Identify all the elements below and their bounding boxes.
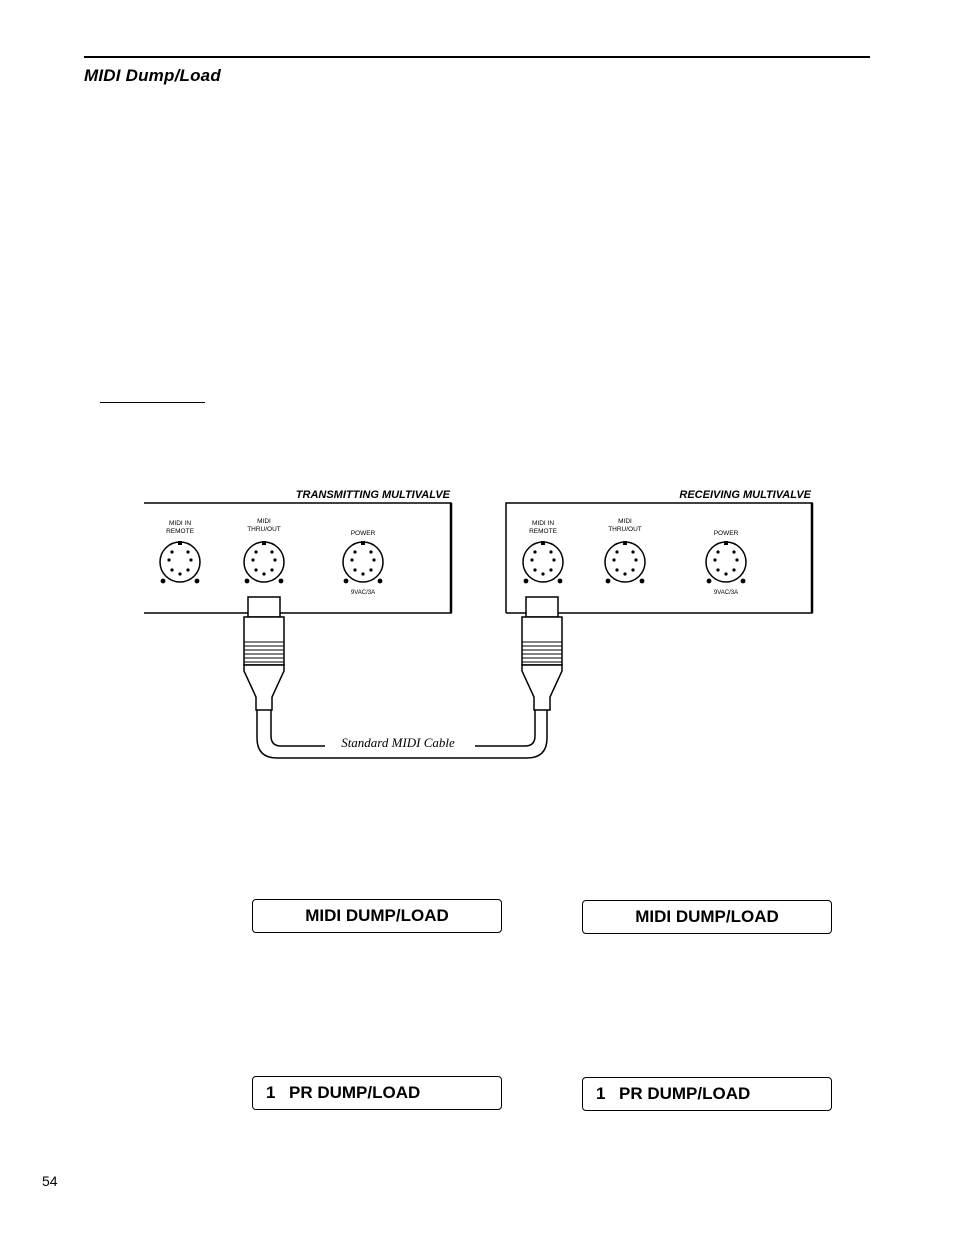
tx-menu-display: MIDI DUMP/LOAD [252, 899, 502, 933]
tx-power-jack [343, 541, 383, 583]
receiving-unit [506, 489, 812, 710]
rx-midi-plug [522, 597, 562, 710]
transmitting-label: TRANSMITTING MULTIVALVE [295, 489, 450, 501]
rx-midi-in-jack [523, 541, 563, 583]
rx-power-jack [706, 541, 746, 583]
tx-midi-in-jack [160, 541, 200, 583]
rx-midi-in-label-1: MIDI IN [531, 520, 555, 527]
tx-midi-in-label-1: MIDI IN [168, 520, 192, 527]
rx-menu-display: MIDI DUMP/LOAD [582, 900, 832, 934]
receiving-label: RECEIVING MULTIVALVE [679, 489, 811, 501]
tx-power-label: POWER [350, 530, 376, 537]
rx-power-label: POWER [713, 530, 739, 537]
tx-midi-thru-label-2: THRU/OUT [247, 526, 281, 533]
rx-item-label: PR DUMP/LOAD [619, 1084, 751, 1103]
rx-power-rating: 9VAC/3A [713, 590, 739, 596]
page-number: 54 [42, 1173, 58, 1189]
rx-item-number: 1 [596, 1084, 606, 1103]
midi-cable [257, 710, 547, 758]
tx-item-number: 1 [266, 1083, 276, 1102]
section-title: MIDI Dump/Load [84, 66, 221, 85]
rx-midi-thru-jack [605, 541, 645, 583]
tx-item-display [252, 1076, 502, 1110]
cable-label: Standard MIDI Cable [341, 735, 455, 750]
rx-midi-thru-label-2: THRU/OUT [608, 526, 642, 533]
header-rule [84, 56, 870, 58]
subheading-underline [100, 402, 205, 403]
midi-connection-diagram [130, 475, 830, 775]
rx-midi-in-label-2: REMOTE [529, 528, 557, 535]
transmitting-unit [144, 489, 451, 710]
tx-midi-in-label-2: REMOTE [166, 528, 194, 535]
tx-power-rating: 9VAC/3A [350, 590, 376, 596]
tx-midi-plug [244, 597, 284, 710]
rx-midi-thru-label-1: MIDI [618, 518, 632, 525]
rx-item-display [582, 1077, 832, 1111]
tx-item-label: PR DUMP/LOAD [289, 1083, 421, 1102]
tx-midi-thru-label-1: MIDI [257, 518, 271, 525]
tx-midi-thru-jack [244, 541, 284, 583]
